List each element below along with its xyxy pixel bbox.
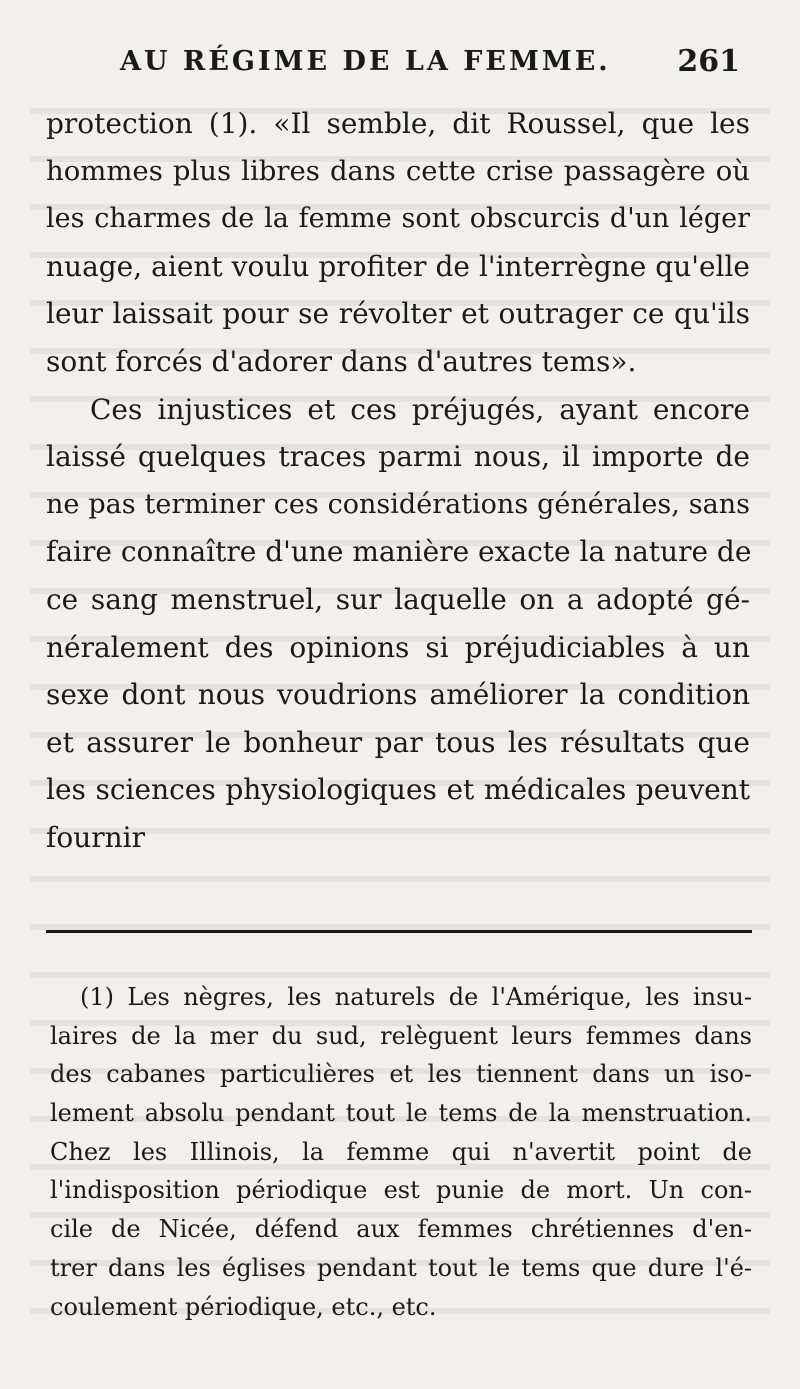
body-line: hommes plus libres dans cette crise passagère où <box>46 154 750 187</box>
body-line: laissé quelques traces parmi nous, il importe de <box>46 440 750 474</box>
footnote-line: l'indisposition périodique est punie de mort. Un con- <box>50 1176 752 1205</box>
footnote-line: Chez les Illinois, la femme qui n'avertit point de <box>50 1137 752 1166</box>
footnote <box>50 978 752 1326</box>
body-line: ne pas terminer ces considérations générales, sans <box>46 488 750 520</box>
body-line: fournir <box>46 820 146 854</box>
body-text <box>46 100 750 862</box>
page-number: 261 <box>677 44 740 79</box>
footnote-divider <box>46 930 752 933</box>
body-line: les sciences physiologiques et médicales peuvent <box>46 773 750 807</box>
footnote-line: (1) Les nègres, les naturels de l'Amérique, les insu- <box>80 983 752 1011</box>
running-head <box>120 46 740 86</box>
body-line: sont forcés d'adorer dans d'autres tems». <box>46 344 637 378</box>
footnote-line: cile de Nicée, défend aux femmes chrétiennes d'en- <box>50 1215 752 1244</box>
footnote-line: trer dans les églises pendant tout le tems que dure l'é- <box>50 1253 752 1282</box>
body-line: Ces injustices et ces préjugés, ayant encore <box>90 392 750 426</box>
body-line: ce sang menstruel, sur laquelle on a adopté gé- <box>46 582 750 616</box>
body-line: sexe dont nous voudrions améliorer la condition <box>46 678 750 712</box>
footnote-line: laires de la mer du sud, relèguent leurs femmes dans <box>50 1021 752 1050</box>
running-title: AU RÉGIME DE LA FEMME. <box>120 46 611 77</box>
body-line: nuage, aient voulu profiter de l'interrègne qu'elle <box>46 249 750 283</box>
body-line: leur laissait pour se révolter et outrager ce qu'ils <box>46 297 750 331</box>
body-line: et assurer le bonheur par tous les résultats que <box>46 725 750 759</box>
footnote-line: des cabanes particulières et les tiennent dans un iso- <box>50 1060 752 1089</box>
body-line: protection (1). «Il semble, dit Roussel, que les <box>46 107 750 140</box>
footnote-line: lement absolu pendant tout le tems de la menstruation. <box>50 1099 752 1128</box>
body-line: néralement des opinions si préjudiciables à un <box>46 630 750 664</box>
body-line: les charmes de la femme sont obscurcis d'un léger <box>46 203 750 235</box>
footnote-line: coulement périodique, etc., etc. <box>50 1292 437 1321</box>
body-line: faire connaître d'une manière exacte la nature de <box>46 535 752 569</box>
